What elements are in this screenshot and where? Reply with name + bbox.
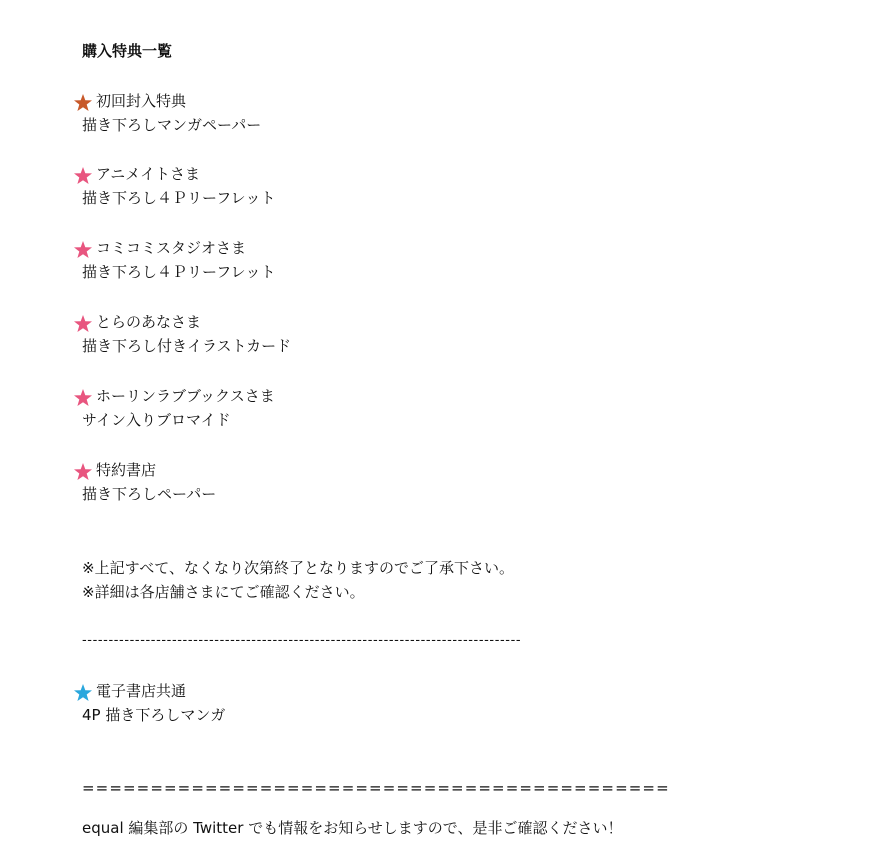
section-title-special-stores: 特約書店 bbox=[96, 461, 157, 479]
note-line: ※上記すべて、なくなり次第終了となりますのでご了承下さい。 bbox=[82, 559, 514, 577]
section-item-special-stores: 描き下ろしペーパー bbox=[82, 485, 217, 503]
section-title-first-edition: 初回封入特典 bbox=[96, 92, 187, 110]
section-title-comicomi: コミコミスタジオさま bbox=[96, 239, 247, 257]
pink-star-icon bbox=[73, 314, 93, 334]
pink-star-icon bbox=[73, 166, 93, 186]
section-item-toranoana: 描き下ろし付きイラストカード bbox=[82, 337, 292, 355]
dash-separator: ----------------------------------------------------------------------------------- bbox=[82, 633, 522, 648]
section-item-comicomi: 描き下ろし４Ｐリーフレット bbox=[82, 263, 276, 281]
section-item-first-edition: 描き下ろしマンガペーパー bbox=[82, 116, 262, 134]
section-title-toranoana: とらのあなさま bbox=[96, 313, 202, 331]
section-title-digital: 電子書店共通 bbox=[96, 682, 187, 700]
section-title-hollin: ホーリンラブブックスさま bbox=[96, 387, 275, 405]
blue-star-icon bbox=[73, 683, 93, 703]
equals-separator: =========================================== bbox=[82, 779, 670, 797]
section-item-hollin: サイン入りブロマイド bbox=[82, 411, 231, 429]
section-title-animate: アニメイトさま bbox=[96, 165, 200, 183]
footer-text: equal 編集部の Twitter でも情報をお知らせしますので、是非ご確認ください！ bbox=[82, 819, 623, 837]
pink-star-icon bbox=[73, 240, 93, 260]
section-item-digital: 4P 描き下ろしマンガ bbox=[82, 706, 226, 724]
note-line: ※詳細は各店舗さまにてご確認ください。 bbox=[82, 583, 365, 601]
orange-star-icon bbox=[73, 93, 93, 113]
section-item-animate: 描き下ろし４Ｐリーフレット bbox=[82, 189, 276, 207]
pink-star-icon bbox=[73, 462, 93, 482]
page-title: 購入特典一覧 bbox=[82, 42, 173, 60]
pink-star-icon bbox=[73, 388, 93, 408]
